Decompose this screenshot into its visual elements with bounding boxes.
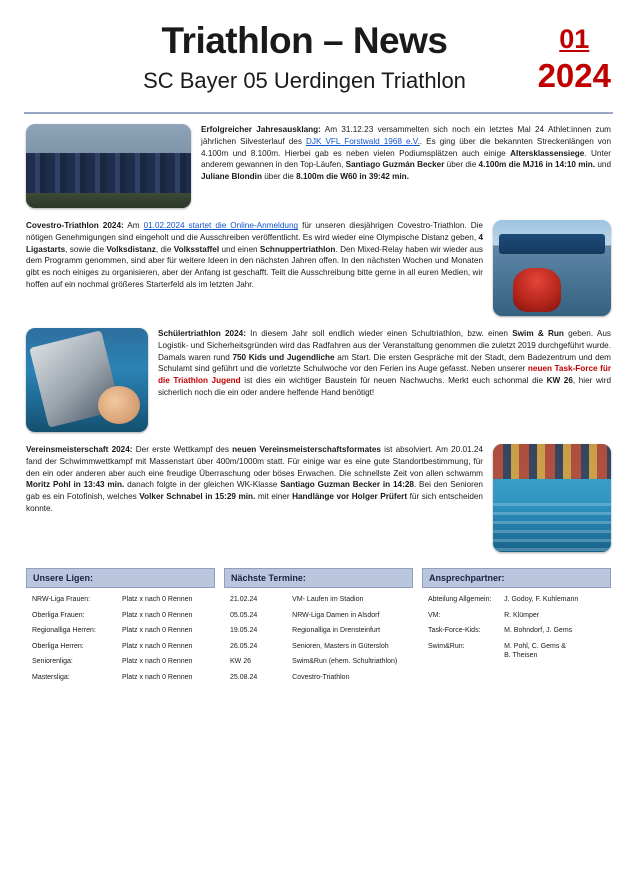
article-bold: Volker Schnabel in 15:29 min. (139, 491, 256, 501)
termin-date: 19.05.24 (230, 627, 258, 635)
link-online-anmeldung[interactable]: 01.02.2024 startet die Online-Anmeldung (143, 221, 299, 231)
liga-label: NRW-Liga Frauen: (32, 596, 91, 604)
article-body: In diesem Jahr soll endlich wieder einen Schultriathlon, bzw. einen (245, 329, 513, 339)
list-item (230, 642, 407, 651)
article-bold: Volksdistanz (106, 244, 156, 254)
article-body: ist dies ein wichtiger Baustein für neuen Nachwuchs. Merkt euch schonmal die (240, 375, 547, 385)
column-ansprechpartner (422, 568, 611, 688)
articles-container (0, 114, 637, 552)
contact-label: VM: (428, 611, 441, 619)
liga-value: Platz x nach 0 Rennen (122, 596, 193, 604)
list-item (230, 673, 407, 682)
article-heading: Vereinsmeisterschaft 2024: (26, 445, 133, 455)
list-item (428, 642, 605, 661)
pool-swimmers-photo (493, 444, 611, 552)
liga-label: Mastersliga: (32, 673, 70, 681)
list-item (32, 673, 209, 682)
article-bold: neuen Vereinsmeisterschaftsformates (232, 445, 381, 455)
page-subtitle: SC Bayer 05 Uerdingen Triathlon (143, 67, 466, 93)
list-item (230, 657, 407, 666)
article-body: ist absolviert. Am 20.01.24 fand der Schwimmwettkampf mit Massenstart über 400m/1000m statt. Für einige war es eine gute Standortbestimmung, für den ein oder anderen aber auch eine freudige Überraschung oder böses Erwachen. Die schnellste Zeit von allen schwamm (26, 445, 483, 478)
contact-label: Abteilung Allgemein: (428, 596, 492, 604)
article-schuelertriathlon (26, 328, 611, 432)
article-body: . Bei den Senioren gab es ein Fotofinish, welches (26, 480, 483, 501)
article-body: . Den Mixed-Relay haben wir wieder aus dem Programm genommen, sind aber für weitere Ideen in den nächsten Jahren offen. In den nächsten Wochen und Monaten gibt es noch einiges zu organisieren, aber der Anfang ist geschafft. Teilt die Ausschreibung bitte gerne in all euren Medien, wir hoffen auf ein nochmal größeres Starterfeld als im letzten Jahr. (26, 244, 483, 289)
liga-value: Platz x nach 0 Rennen (122, 611, 193, 619)
contact-value: R. Klümper (504, 611, 540, 619)
liga-value: Platz x nach 0 Rennen (122, 658, 193, 666)
column-ansprechpartner-body (422, 588, 611, 660)
termin-date: 26.05.24 (230, 642, 258, 650)
column-ligen-body (26, 588, 215, 682)
contact-value-line1: M. Pohl, C. Gems & (504, 642, 566, 650)
liga-value: Platz x nach 0 Rennen (122, 627, 193, 635)
article-bold: 8.100m die W60 in 39:42 min. (296, 171, 409, 181)
article-bold: Volksstaffel (173, 244, 220, 254)
article-body: , sowie die (65, 244, 107, 254)
list-item (428, 595, 605, 604)
article-body: , hier wird sicherlich noch die ein oder andere helfende Hand benötigt! (158, 375, 611, 397)
liga-label: Regionalliga Herren: (32, 627, 96, 635)
article-schuelertriathlon-text (158, 328, 611, 398)
list-item (230, 611, 407, 620)
article-body: danach folgte in der gleichen WK-Klasse (124, 480, 281, 490)
article-vereinsmeisterschaft-text (26, 444, 483, 514)
page-title: Triathlon – News (161, 20, 448, 61)
article-heading: Covestro-Triathlon 2024: (26, 221, 124, 231)
page-header (0, 0, 637, 100)
article-jahresausklang-text (201, 124, 611, 182)
list-item (32, 642, 209, 651)
article-body: Der erste Wettkampf des (132, 445, 233, 455)
article-body: geben. Aus Logistik- und Sicherheitsgründen wird das Radfahren aus der Veranstaltung genommen die zuletzt 2019 durchgeführt wurde. Damals waren rund (158, 329, 612, 362)
article-bold: Santiago Guzman Becker in 14:28 (280, 480, 414, 490)
termin-date: 21.02.24 (230, 596, 258, 604)
contact-label: Task-Force-Kids: (428, 627, 481, 635)
liga-value: Platz x nach 0 Rennen (122, 642, 193, 650)
column-ligen-title: Unsere Ligen: (26, 568, 215, 588)
list-item (428, 611, 605, 620)
list-item (428, 626, 605, 635)
contact-value (504, 642, 605, 661)
article-body: über die (444, 160, 479, 170)
article-bold: Santiago Guzmán Becker (345, 160, 445, 170)
termin-value: Covestro-Triathlon (292, 673, 350, 681)
article-bold: Altersklassensiege (510, 148, 585, 158)
termin-value: NRW-Liga Damen in Alsdorf (292, 611, 380, 619)
article-body: für sich entscheiden konnte. (26, 491, 483, 513)
liga-label: Oberliga Herren: (32, 642, 84, 650)
article-bold: 750 Kids und Jugendliche (232, 352, 335, 362)
article-bold: KW 26 (546, 375, 573, 385)
termin-value: Swim&Run (ehem. Schultriathlon) (292, 658, 398, 666)
info-columns (0, 564, 637, 688)
termin-value: Regionalliga in Drensteinfurt (292, 627, 381, 635)
lake-start-triathlon-photo (493, 220, 611, 316)
issue-year: 2024 (537, 57, 611, 94)
column-termine-body (224, 588, 413, 682)
article-body: , die (155, 244, 174, 254)
contact-value-line2: B. Theisen (504, 652, 538, 660)
contact-label: Swim&Run: (428, 642, 465, 650)
contact-value: J. Godoy, F. Kuhlemann (504, 596, 579, 604)
issue-number: 01 (559, 24, 590, 54)
column-termine-title: Nächste Termine: (224, 568, 413, 588)
article-bold: Juliane Blondin (201, 171, 262, 181)
article-body: und (595, 160, 612, 170)
article-bold: 4 Ligastarts (26, 232, 483, 254)
article-body: Am 31.12.23 versammelten sich noch ein letztes Mal 24 Athlet:innen zum jährlichen Silvesterlauf des (201, 125, 611, 146)
column-termine (224, 568, 413, 688)
contact-value: M. Bohndorf, J. Gems (504, 627, 573, 635)
article-body: . Es ging über die bekannten Streckenlängen von 4.100m und 8.100m. Hierbei gab es neben vielen Podiumsplätzen auch einige (201, 136, 612, 158)
termin-date: 25.08.24 (230, 673, 258, 681)
column-ligen (26, 568, 215, 688)
liga-value: Platz x nach 0 Rennen (122, 673, 193, 681)
link-djk-vfl-forstwald[interactable]: DJK VFL Forstwald 1968 e.V. (305, 136, 420, 146)
termin-value: VM- Laufen im Stadion (292, 596, 364, 604)
article-body: und einen (219, 244, 260, 254)
liga-label: Oberliga Frauen: (32, 611, 85, 619)
article-bold: Schnuppertriathlon (259, 244, 336, 254)
termin-value: Senioren, Masters in Gütersloh (292, 642, 389, 650)
swim-run-bike-photo (26, 328, 148, 432)
list-item (32, 595, 209, 604)
article-heading: Schülertriathlon 2024: (158, 329, 246, 339)
article-bold: Moritz Pohl in 13:43 min. (26, 480, 125, 490)
article-bold: Handlänge vor Holger Prüfert (292, 491, 408, 501)
liga-label: Seniorenliga: (32, 658, 73, 666)
article-vereinsmeisterschaft (26, 444, 611, 552)
article-highlight-taskforce: neuen Task-Force für die Triathlon Jugend (158, 364, 612, 385)
article-covestro (26, 220, 611, 316)
termin-date: KW 26 (230, 658, 252, 666)
column-ansprechpartner-title: Ansprechpartner: (422, 568, 611, 588)
list-item (230, 626, 407, 635)
list-item (32, 657, 209, 666)
article-body: mit einer (255, 491, 293, 501)
list-item (230, 595, 407, 604)
article-body: für unseren diesjährigen Covestro-Triathlon. Die nötigen Genehmigungen sind eingeholt und die Ausschreiben veröffentlicht. Es wird wieder eine Olympische Distanz geben, (26, 221, 483, 242)
team-group-photo (26, 124, 191, 208)
article-body: über die (261, 171, 297, 181)
article-bold: 4.100m die MJ16 in 14:10 min. (478, 160, 596, 170)
article-bold: Swim & Run (512, 329, 564, 339)
article-body: am Start. Die ersten Gespräche mit der Stadt, dem Badezentrum und dem Schulamt sind geführt und die vorletzte Schulwoche vor den Ferien ins Auge gefasst. Neben unserer (158, 352, 611, 374)
article-body: Am (123, 221, 144, 231)
list-item (32, 626, 209, 635)
article-jahresausklang (26, 124, 611, 208)
article-heading: Erfolgreicher Jahresausklang: (201, 125, 321, 135)
article-covestro-text (26, 220, 483, 290)
issue-badge (538, 26, 611, 92)
article-body: . Unter anderem gewannen in den Top-Läufen, (201, 148, 611, 170)
list-item (32, 611, 209, 620)
termin-date: 05.05.24 (230, 611, 258, 619)
